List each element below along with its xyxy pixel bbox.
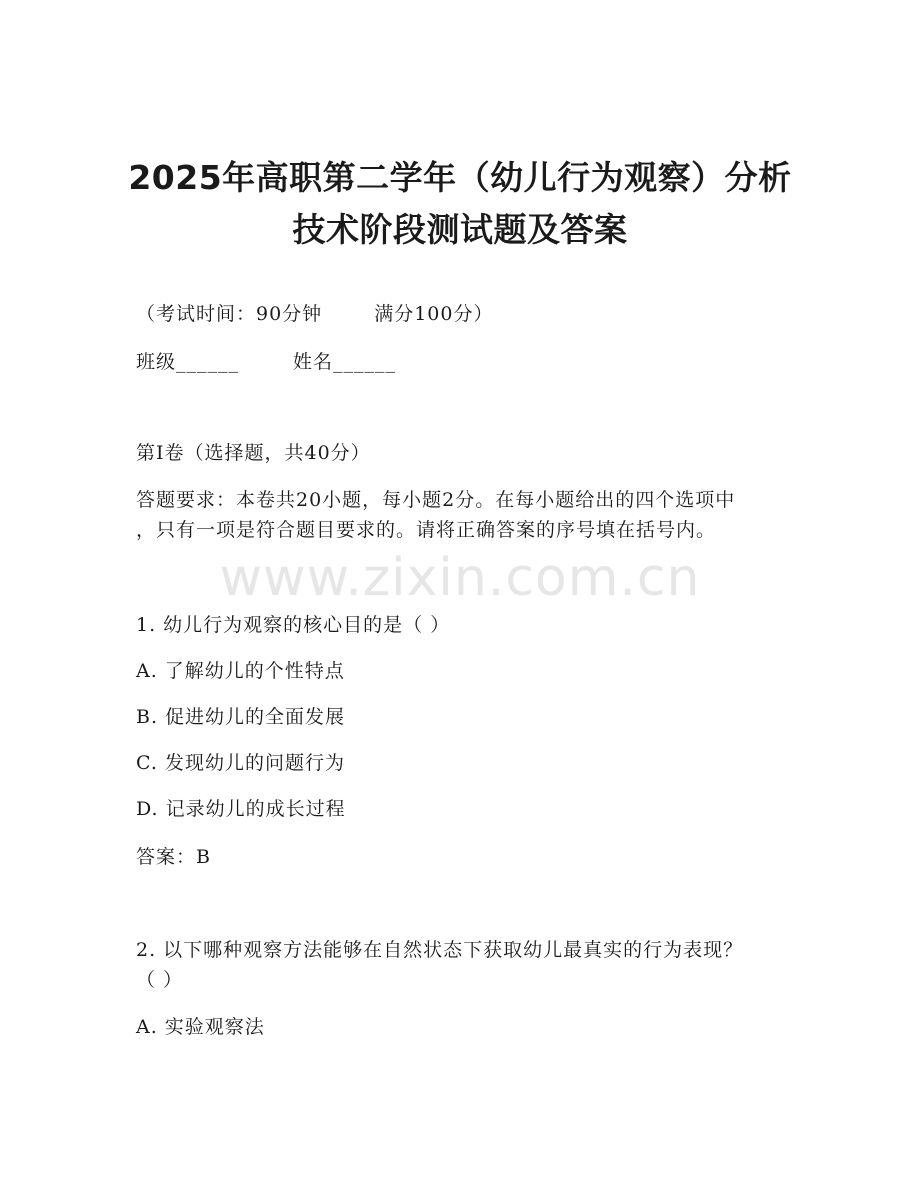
watermark: www.zixin.com.cn [219, 548, 701, 608]
exam-info [136, 302, 493, 326]
question-2-option-a: A. 实验观察法 [136, 1016, 265, 1038]
question-2-stem-line-1: 2. 以下哪种观察方法能够在自然状态下获取幼儿最真实的行为表现？ [136, 939, 744, 961]
question-1-option-b: B. 促进幼儿的全面发展 [136, 706, 346, 728]
class-field: 班级______ [136, 351, 240, 373]
name-field: 姓名______ [293, 351, 397, 373]
question-1-option-a: A. 了解幼儿的个性特点 [136, 660, 345, 682]
page-title [0, 152, 920, 256]
question-1-answer: 答案：B [136, 846, 211, 868]
full-score: 满分100分） [374, 303, 494, 325]
question-2-stem-line-2: （ ） [136, 969, 184, 991]
question-1-option-d: D. 记录幼儿的成长过程 [136, 798, 346, 820]
instructions-line-1: 答题要求：本卷共20小题，每小题2分。在每小题给出的四个选项中 [136, 489, 736, 511]
instructions-line-2: ，只有一项是符合题目要求的。请将正确答案的序号填在括号内。 [136, 519, 717, 541]
exam-time: （考试时间：90分钟 [136, 303, 323, 325]
page-title-line-2: 技术阶段测试题及答案 [292, 210, 628, 249]
page-title-line-1: 2025年高职第二学年（幼儿行为观察）分析 [128, 158, 792, 197]
question-1-stem: 1. 幼儿行为观察的核心目的是（ ） [136, 614, 451, 636]
question-1-option-c: C. 发现幼儿的问题行为 [136, 752, 345, 774]
student-info [136, 350, 396, 374]
section-heading: 第I卷（选择题，共40分） [136, 442, 371, 464]
